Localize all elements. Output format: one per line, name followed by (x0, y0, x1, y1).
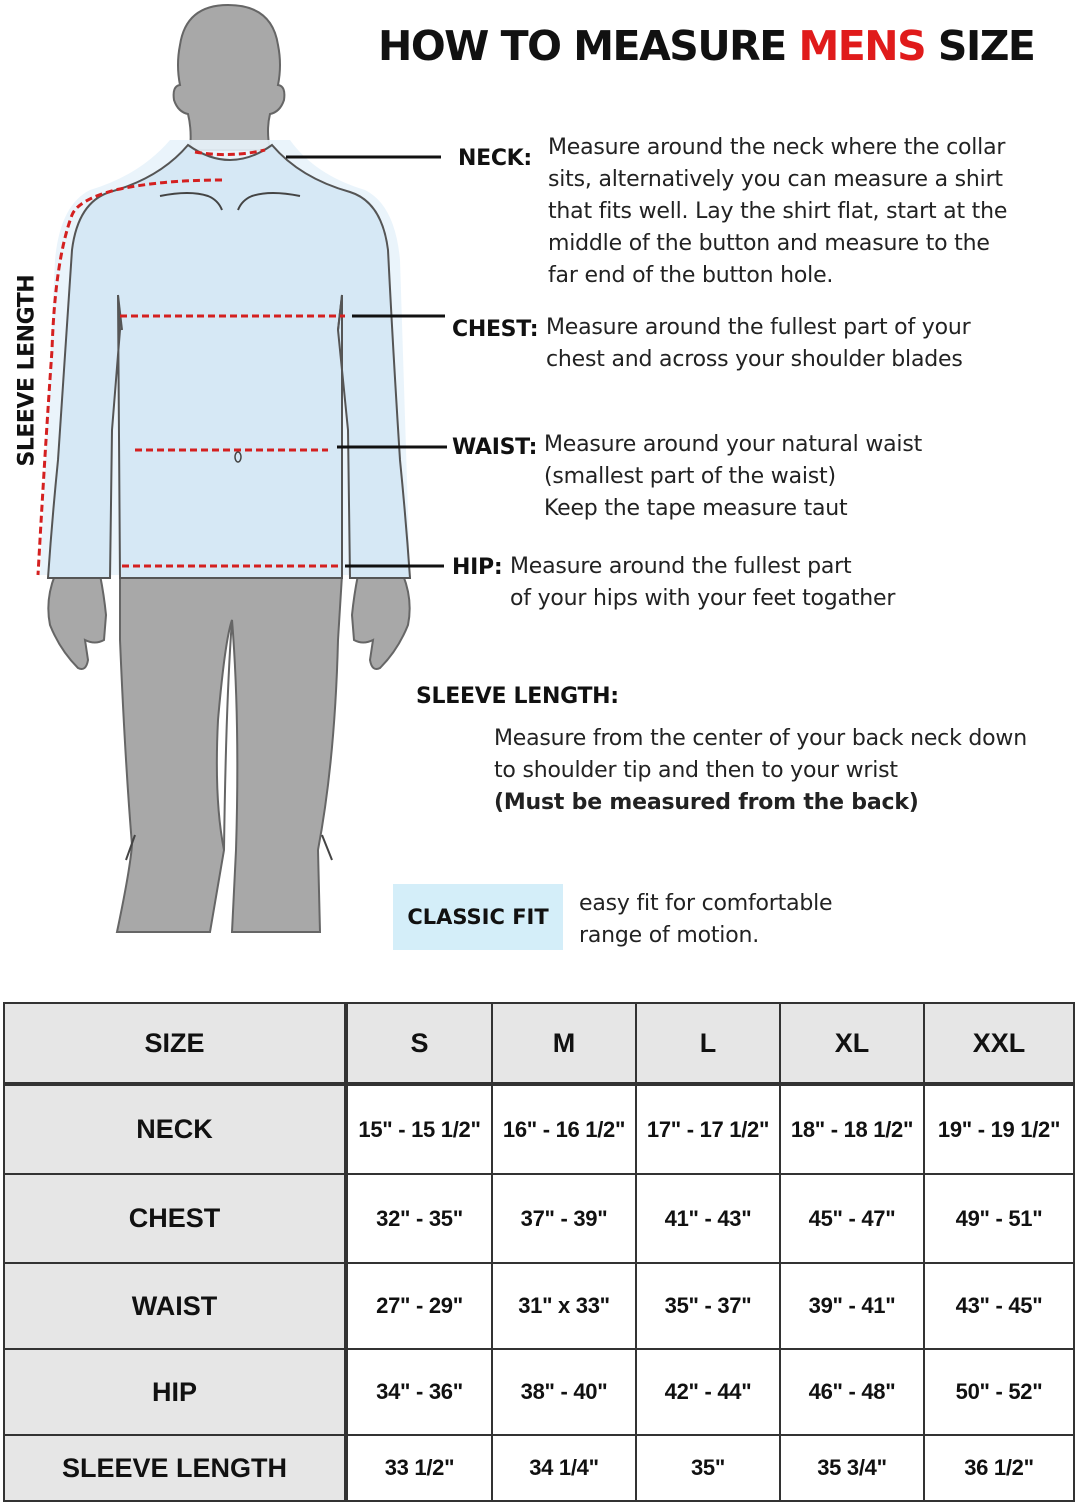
row-header: SLEEVE LENGTH (4, 1435, 346, 1501)
classic-fit-badge: CLASSIC FIT (393, 884, 563, 950)
fit-desc-line: easy fit for comfortable (579, 891, 833, 916)
title-part-2: SIZE (925, 22, 1035, 70)
table-cell: 34 1/4" (492, 1435, 636, 1501)
table-row (4, 1349, 1074, 1435)
hip-desc-line: Measure around the fullest part (510, 554, 852, 579)
table-row (4, 1174, 1074, 1263)
table-cell: 39" - 41" (780, 1263, 924, 1349)
table-row (4, 1084, 1074, 1174)
table-cell: 41" - 43" (636, 1174, 780, 1263)
hip-label: HIP: (452, 555, 503, 580)
chest-description (546, 312, 970, 376)
hip-desc-line: of your hips with your feet togather (510, 586, 896, 611)
chest-desc-line: Measure around the fullest part of your (546, 315, 971, 340)
row-header: HIP (4, 1349, 346, 1435)
chest-desc-line: chest and across your shoulder blades (546, 347, 963, 372)
column-header: XXL (924, 1003, 1074, 1084)
table-cell: 32" - 35" (346, 1174, 492, 1263)
table-row (4, 1263, 1074, 1349)
column-header: M (492, 1003, 636, 1084)
table-cell: 35" (636, 1435, 780, 1501)
neck-desc-line: Measure around the neck where the collar (548, 135, 1006, 160)
neck-desc-line: that fits well. Lay the shirt flat, start at the (548, 199, 1008, 224)
table-cell: 16" - 16 1/2" (492, 1084, 636, 1174)
row-header: WAIST (4, 1263, 346, 1349)
waist-label: WAIST: (452, 435, 538, 460)
sleeve-desc-line: to shoulder tip and then to your wrist (494, 758, 898, 783)
table-cell: 34" - 36" (346, 1349, 492, 1435)
sleeve-length-label: SLEEVE LENGTH: (416, 684, 619, 709)
sleeve-length-vertical-label: SLEEVE LENGTH (14, 274, 40, 467)
neck-desc-line: sits, alternatively you can measure a shirt (548, 167, 1003, 192)
chest-label: CHEST: (452, 317, 539, 342)
column-header: XL (780, 1003, 924, 1084)
waist-description (544, 429, 922, 525)
table-cell: 27" - 29" (346, 1263, 492, 1349)
table-cell: 31" x 33" (492, 1263, 636, 1349)
sleeve-desc-line: Measure from the center of your back neck down (494, 726, 1027, 751)
page-title (378, 22, 1034, 70)
fit-desc-line: range of motion. (579, 923, 759, 948)
neck-desc-line: far end of the button hole. (548, 263, 834, 288)
body-figure-illustration (0, 0, 460, 940)
table-cell: 33 1/2" (346, 1435, 492, 1501)
classic-fit-description (579, 888, 832, 952)
table-header-row (4, 1003, 1074, 1084)
size-header: SIZE (4, 1003, 346, 1084)
table-cell: 15" - 15 1/2" (346, 1084, 492, 1174)
left-hand-shape (48, 575, 106, 669)
waist-desc-line: Keep the tape measure taut (544, 496, 848, 521)
row-header: NECK (4, 1084, 346, 1174)
right-hand-shape (352, 575, 410, 669)
table-cell: 19" - 19 1/2" (924, 1084, 1074, 1174)
table-cell: 42" - 44" (636, 1349, 780, 1435)
sleeve-note: (Must be measured from the back) (494, 790, 919, 815)
table-cell: 35" - 37" (636, 1263, 780, 1349)
table-cell: 50" - 52" (924, 1349, 1074, 1435)
table-cell: 17" - 17 1/2" (636, 1084, 780, 1174)
column-header: S (346, 1003, 492, 1084)
sleeve-length-description (494, 723, 1027, 819)
size-chart-table (3, 1002, 1075, 1502)
table-cell: 45" - 47" (780, 1174, 924, 1263)
table-cell: 18" - 18 1/2" (780, 1084, 924, 1174)
table-cell: 35 3/4" (780, 1435, 924, 1501)
neck-description (548, 132, 1007, 292)
neck-desc-line: middle of the button and measure to the (548, 231, 990, 256)
waist-desc-line: Measure around your natural waist (544, 432, 923, 457)
row-header: CHEST (4, 1174, 346, 1263)
waist-desc-line: (smallest part of the waist) (544, 464, 836, 489)
title-part-1: HOW TO MEASURE (378, 22, 799, 70)
table-cell: 38" - 40" (492, 1349, 636, 1435)
table-cell: 36 1/2" (924, 1435, 1074, 1501)
hip-description (510, 551, 895, 615)
column-header: L (636, 1003, 780, 1084)
table-row (4, 1435, 1074, 1501)
head-shape (174, 5, 285, 150)
table-cell: 46" - 48" (780, 1349, 924, 1435)
table-cell: 49" - 51" (924, 1174, 1074, 1263)
neck-label: NECK: (458, 146, 532, 171)
title-accent: MENS (798, 22, 926, 70)
table-cell: 37" - 39" (492, 1174, 636, 1263)
shirt-shape (48, 145, 410, 578)
table-cell: 43" - 45" (924, 1263, 1074, 1349)
legs-shape (117, 575, 342, 932)
